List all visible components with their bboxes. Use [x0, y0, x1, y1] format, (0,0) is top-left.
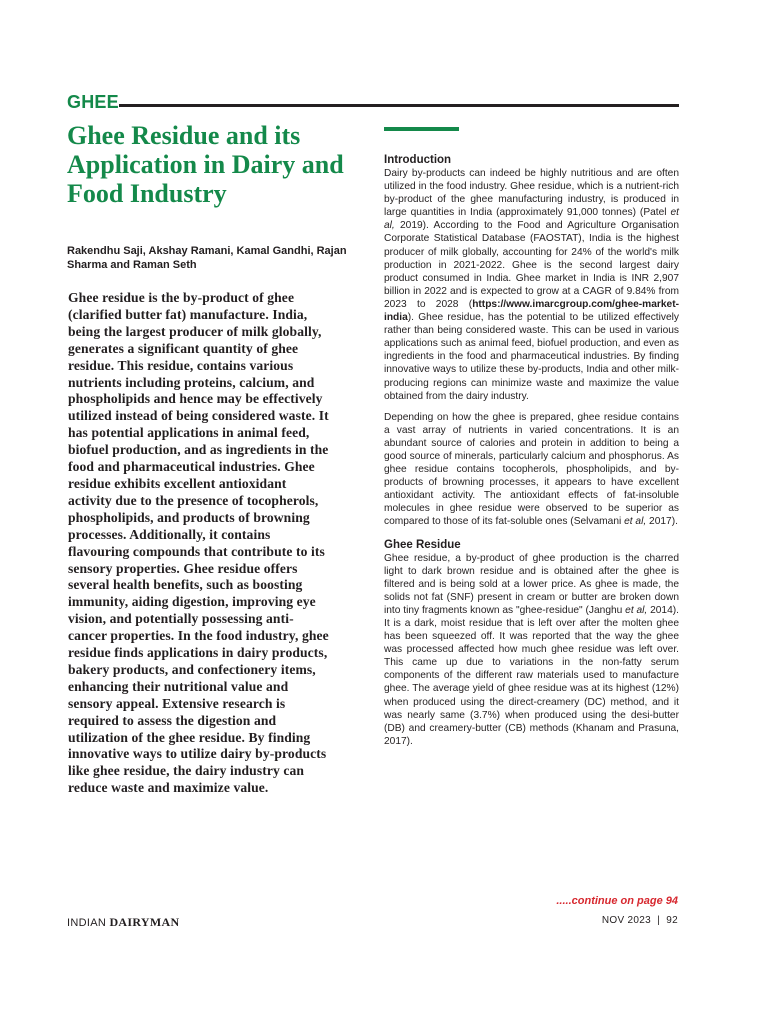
continue-note[interactable]: .....continue on page 94: [556, 895, 678, 907]
body-column: [384, 153, 679, 748]
intro-p2-text-a: Depending on how the ghee is prepared, ghee residue contains a vast array of nutrients in varied concentrations. It is an abundant source of calories and protein in addition to being a good source of minerals, particularly calcium and phosphorus. As ghee residue contains tocopherols, phospholipids, and by-products of browning processes, it appears to have excellent antioxidant activity. The antioxidant effects of fat-insoluble molecules in ghee residue were observed to be superior as compared to those of its fat-soluble ones (Selvamani: [384, 411, 679, 528]
article-title: Ghee Residue and its Application in Dairy and Food Industry: [67, 121, 344, 208]
magazine-name: DAIRYMAN: [109, 915, 180, 929]
article-abstract: Ghee residue is the by-product of ghee (clarified butter fat) manufacture. India, being the largest producer of milk globally, generates a significant quantity of ghee residue. This residue, contains various nutrients including proteins, calcium, and phospholipids and hence may be effectively utilized instead of being considered waste. It has potential applications in animal feed, biofuel production, and as ingredients in the food and pharmaceutical industries. Ghee residue exhibits excellent antioxidant activity due to the presence of tocopherols, phospholipids, and products of browning processes. Additionally, it contains flavouring compounds that contribute to its sensory properties. Ghee residue offers several health benefits, such as boosting immunity, aiding digestion, improving eye vision, and potentially possessing anti-cancer properties. In the food industry, ghee residue finds applications in dairy products, bakery products, and confectionery items, enhancing their nutritional value and sensory appeal. Extensive research is required to assess the digestion and utilization of the ghee residue. By finding innovative ways to utilize dairy by-products like ghee residue, the dairy industry can reduce waste and maximize value.: [68, 290, 329, 796]
introduction-paragraph-1: [384, 167, 679, 403]
intro-p1-text-c: ). Ghee residue, has the potential to be utilized effectively rather than being considered waste. This can be used in various applications such as animal feed, biofuel production, and even as ingredients in the food and pharmaceutical industries. By finding innovative ways to utilize these by-products, India and other milk-producing regions can minimize waste and maximize the value obtained from the dairy industry.: [384, 312, 679, 402]
intro-p1-text-b: 2019). According to the Food and Agriculture Organisation Corporate Statistical Database (FAOSTAT), India is the highest producer of milk globally, accounting for 24% of the world's milk production in 2021-2022. Ghee is the second largest dairy product consumed in India. Ghee market in India is INR 2,907 billion in 2022 and is expected to grow at a CAGR of 9.84% from 2023 to 2028 (: [384, 220, 679, 310]
intro-p2-etal: et al,: [624, 516, 647, 528]
residue-p1-etal: et al,: [625, 604, 648, 616]
imarc-link[interactable]: https://www.imarcgroup.com/ghee-market-india: [384, 298, 679, 324]
intro-p1-etal: et al,: [384, 207, 679, 232]
footer-separator: |: [657, 915, 661, 926]
accent-bar: [384, 127, 459, 131]
section-divider: [119, 104, 679, 107]
residue-p1-text-b: 2014). It is a dark, moist residue that is left over after the molten ghee has been squeezed off. It was reported that the way the ghee was processed affected how much ghee residue was left over. This came up due to variations in the non-fatty serum components of the different raw materials used to manufacture ghee. The average yield of ghee residue was at its highest (12%) when produced using the direct-creamery (DC) method, and it was nearly same (3.7%) when produced using the desi-butter (DB) and creamery-butter (CB) methods (Khanam and Prasuna, 2017).: [384, 604, 679, 747]
footer-magazine: [67, 915, 179, 930]
section-label: GHEE: [67, 92, 119, 112]
footer-issue: [602, 915, 678, 926]
article-authors: Rakendhu Saji, Akshay Ramani, Kamal Gandhi, Rajan Sharma and Raman Seth: [67, 245, 347, 271]
introduction-heading: Introduction: [384, 154, 452, 166]
magazine-prefix: INDIAN: [67, 917, 107, 929]
ghee-residue-heading: Ghee Residue: [384, 538, 461, 551]
page-number: 92: [666, 915, 678, 926]
residue-p1-text-a: Ghee residue, a by-product of ghee production is the charred light to dark brown residue and is obtained after the ghee is filtered and is being sold at a lower price. As ghee is made, the solids not fat (SNF) present in cream or butter are broken down into tiny fragments known as "ghee-residue" (Janghu: [384, 552, 679, 616]
issue-date: NOV 2023: [601, 915, 652, 926]
ghee-residue-paragraph: [384, 552, 679, 748]
intro-p1-text-a: Dairy by-products can indeed be highly nutritious and are often utilized in the food industry. Ghee residue, which is a nutrient-rich by-product of the ghee manufacturing industry, is produced in large quantities in India (approximately 91,000 tonnes) (Patel: [384, 168, 679, 219]
introduction-paragraph-2: [384, 411, 679, 529]
intro-p2-text-b: 2017).: [646, 516, 678, 528]
